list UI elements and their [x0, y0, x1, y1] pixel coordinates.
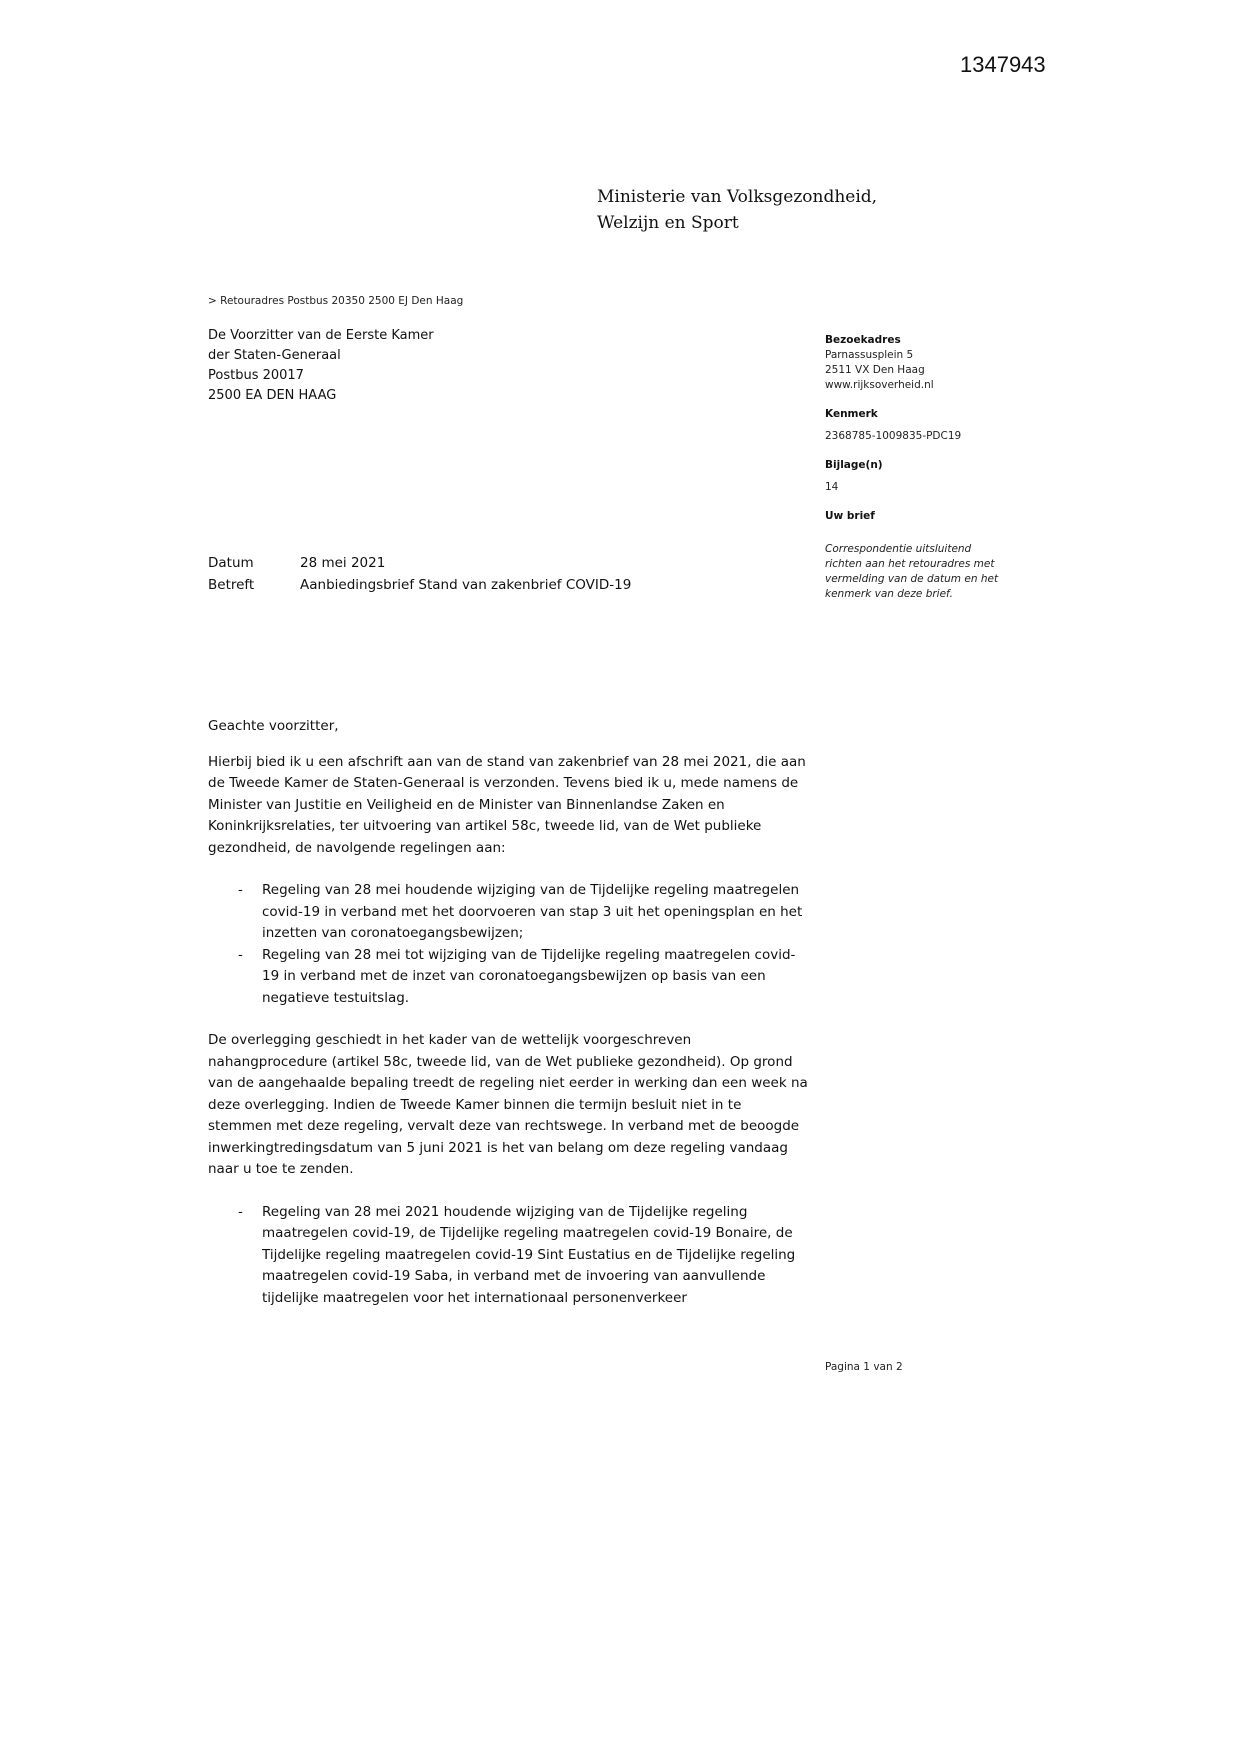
attachments-count: 14	[825, 481, 839, 493]
letter-body	[208, 716, 808, 1330]
list-item	[238, 880, 808, 945]
dash-marker: -	[238, 946, 243, 963]
list-item	[238, 945, 808, 1010]
letter-sidebar	[825, 333, 1005, 602]
visit-address-line: 2511 VX Den Haag	[825, 364, 925, 376]
dash-marker: -	[238, 1203, 243, 1220]
reference-value: 2368785-1009835-PDC19	[825, 430, 962, 442]
ministry-name-line2: Welzijn en Sport	[597, 213, 739, 233]
list-item	[238, 1202, 808, 1310]
correspondence-note: Correspondentie uitsluitend richten aan het retouradres met vermelding van de datum en het kenmerk van deze brief.	[825, 543, 999, 600]
subject-label: Betreft	[208, 577, 255, 593]
list-item-text: Regeling van 28 mei houdende wijziging van de Tijdelijke regeling maatregelen covid-19 in verband met het doorvoeren van stap 3 uit het openingsplan en het inzetten van coronatoegangsbewijzen;	[262, 882, 803, 941]
date-label: Datum	[208, 555, 254, 571]
ministry-letterhead	[597, 184, 877, 236]
recipient-line: 2500 EA DEN HAAG	[208, 388, 337, 403]
reference-block	[825, 407, 1005, 444]
date-row	[208, 552, 631, 574]
visit-address-label: Bezoekadres	[825, 334, 901, 346]
visit-address-line: Parnassusplein 5	[825, 349, 914, 361]
body-paragraph-1: Hierbij bied ik u een afschrift aan van de stand van zakenbrief van 28 mei 2021, die aan de Tweede Kamer de Staten-Generaal is verzonden. Tevens bied ik u, mede namens de Minister van Justitie en Veiligheid en de Minister van Binnenlandse Zaken en Koninkrijksrelaties, ter uitvoering van artikel 58c, tweede lid, van de Wet publieke gezondheid, de navolgende regelingen aan:	[208, 753, 806, 856]
website-url: www.rijksoverheid.nl	[825, 379, 934, 391]
regulations-list-2	[208, 1202, 808, 1310]
list-item-text: Regeling van 28 mei tot wijziging van de Tijdelijke regeling maatregelen covid-19 in verband met de inzet van coronatoegangsbewijzen op basis van een negatieve testuitslag.	[262, 946, 796, 1006]
attachments-block	[825, 458, 1005, 495]
dash-marker: -	[238, 882, 243, 898]
your-letter-label: Uw brief	[825, 510, 875, 522]
subject-value: Aanbiedingsbrief Stand van zakenbrief COVID-19	[300, 577, 632, 593]
return-address: > Retouradres Postbus 20350 2500 EJ Den Haag	[208, 295, 464, 307]
date-value: 28 mei 2021	[300, 555, 386, 571]
recipient-address	[208, 326, 434, 406]
salutation: Geachte voorzitter,	[208, 718, 339, 734]
body-paragraph-2: De overlegging geschiedt in het kader van de wettelijk voorgeschreven nahangprocedure (artikel 58c, tweede lid, van de Wet publieke gezondheid). Op grond van de aangehaalde bepaling treedt de regeling niet eerder in werking dan een week na deze overlegging. Indien de Tweede Kamer binnen die termijn besluit niet in te stemmen met deze regeling, vervalt deze van rechtswege. In verband met de beoogde inwerkingtredingsdatum van 5 juni 2021 is het van belang om deze regeling vandaag naar u toe te zenden.	[208, 1032, 808, 1177]
visit-address-block	[825, 333, 1005, 393]
recipient-line: Postbus 20017	[208, 368, 304, 383]
page-number: Pagina 1 van 2	[825, 1361, 903, 1373]
recipient-line: De Voorzitter van de Eerste Kamer	[208, 328, 434, 343]
recipient-line: der Staten-Generaal	[208, 348, 341, 363]
letter-meta	[208, 552, 631, 596]
regulations-list-1	[208, 880, 808, 1009]
subject-row	[208, 574, 631, 596]
ministry-name-line1: Ministerie van Volksgezondheid,	[597, 187, 878, 207]
your-letter-block	[825, 509, 1005, 524]
reference-label: Kenmerk	[825, 408, 878, 420]
scan-number: 1347943	[960, 52, 1046, 77]
list-item-text: Regeling van 28 mei 2021 houdende wijziging van de Tijdelijke regeling maatregelen covid-19, de Tijdelijke regeling maatregelen covid-19 Bonaire, de Tijdelijke regeling maatregelen covid-19 Sint Eustatius en de Tijdelijke regeling maatregelen covid-19 Saba, in verband met de invoering van aanvullende tijdelijke maatregelen voor het internationaal personenverkeer	[262, 1203, 796, 1306]
attachments-label: Bijlage(n)	[825, 459, 883, 471]
